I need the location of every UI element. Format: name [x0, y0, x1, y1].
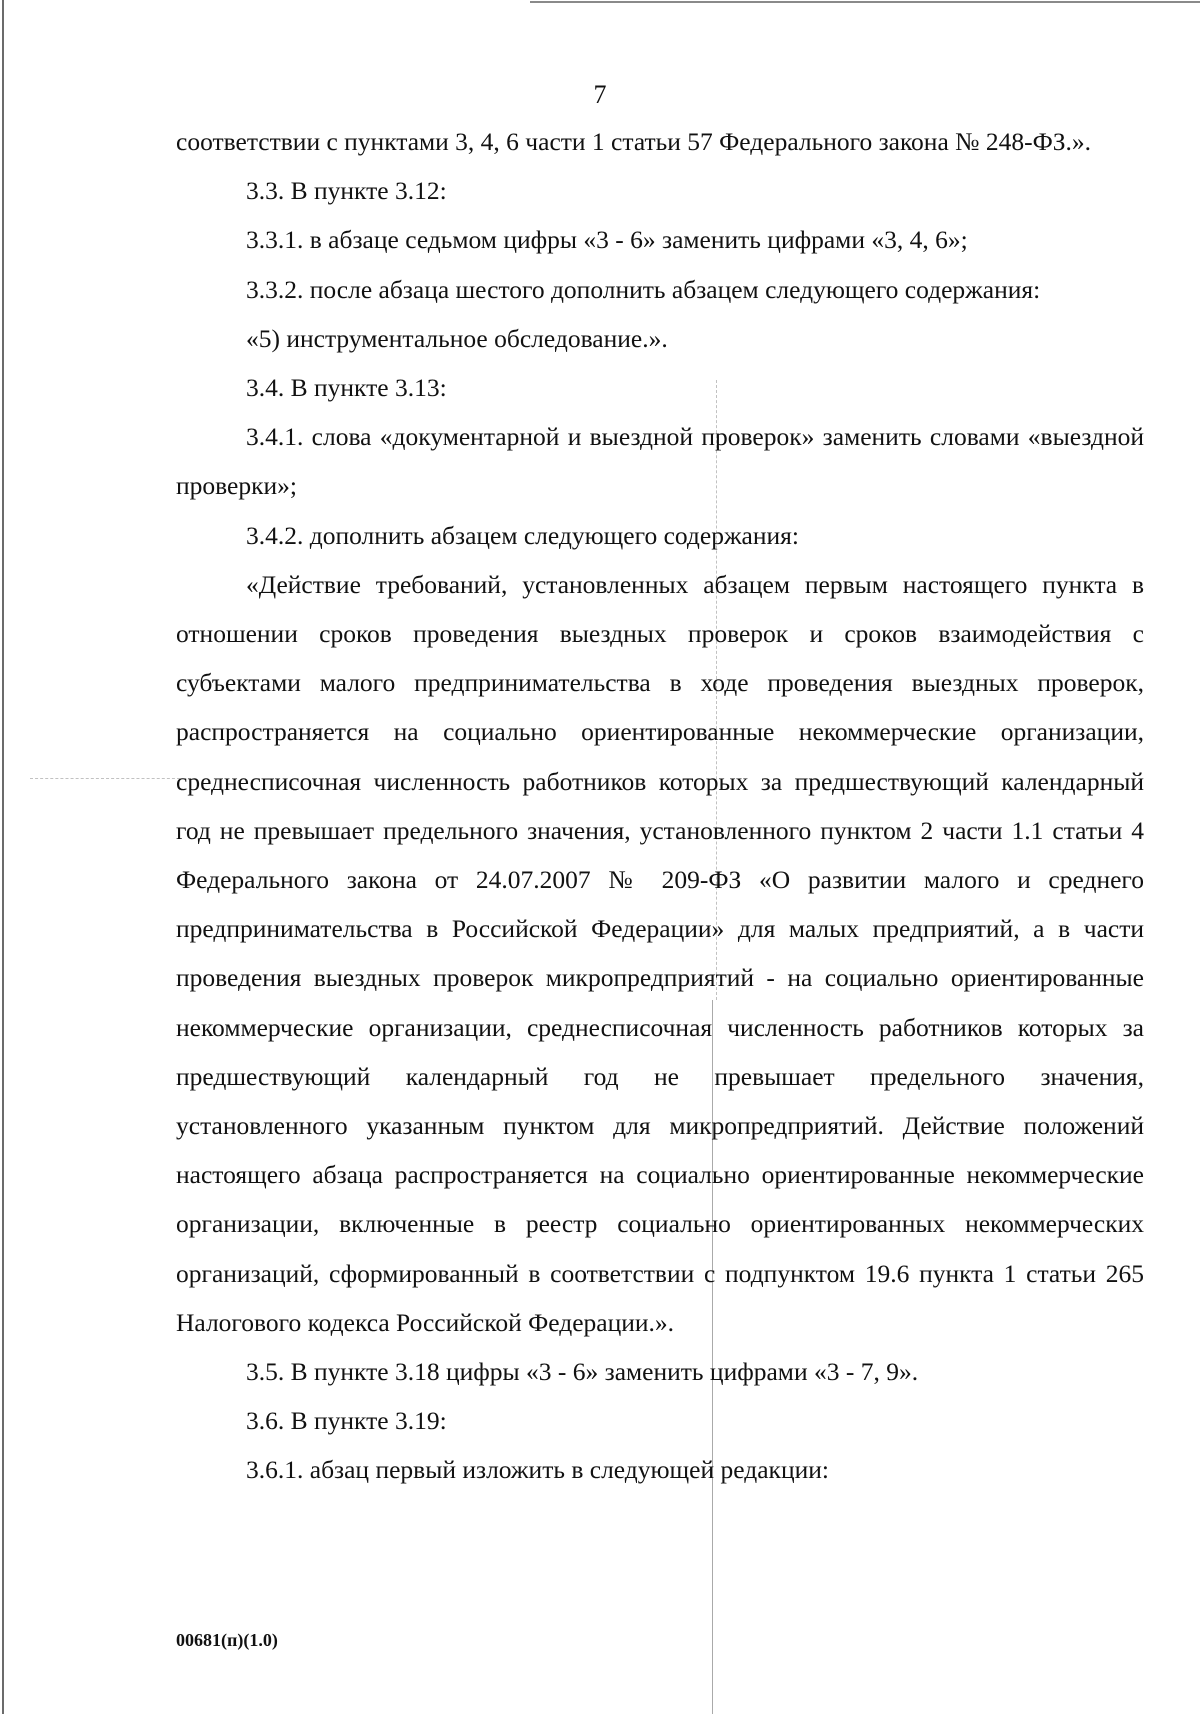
paragraph-3-4-2: 3.4.2. дополнить абзацем следующего содержания: [246, 520, 799, 550]
paragraph-3-4: 3.4. В пункте 3.13: [246, 373, 447, 403]
paragraph-3-3-2: 3.3.2. после абзаца шестого дополнить абзацем следующего содержания: [246, 274, 1041, 304]
scan-margin-marks [30, 778, 180, 780]
document-body [176, 117, 1144, 1495]
footer-document-code: 00681(п)(1.0) [176, 1630, 278, 1650]
paragraph-3-6: 3.6. В пункте 3.19: [246, 1406, 447, 1436]
paragraph-quoted-amendment: «Действие требований, установленных абзацем первым настоящего пункта в отношении сроков проведения выездных проверок и сроков взаимодействия с субъектами малого предпринимательства в ходе проведения выездных проверок, распространяется на социально ориентированные некоммерческие организации, среднесписочная численность работников которых за предшествующий календарный год не превышает предельного значения, установленного пунктом 2 части 1.1 статьи 4 Федерального закона от 24.07.2007 № 209-ФЗ «О развитии малого и среднего предпринимательства в Российской Федерации» для малых предприятий, а в части проведения выездных проверок микропредприятий - на социально ориентированные некоммерческие организации, среднесписочная численность работников которых за предшествующий календарный год не превышает предельного значения, установленного указанным пунктом для микропредприятий. Действие положений настоящего абзаца распространяется на социально ориентированные некоммерческие организации, включенные в реестр социально ориентированных некоммерческих организаций, сформированный в соответствии с подпунктом 19.6 пункта 1 статьи 265 Налогового кодекса Российской Федерации.». [176, 569, 1144, 1337]
paragraph-3-6-1: 3.6.1. абзац первый изложить в следующей редакции: [246, 1455, 829, 1485]
paragraph-3-3: 3.3. В пункте 3.12: [246, 176, 447, 206]
scan-edge-top [530, 1, 1200, 3]
paragraph-3-5: 3.5. В пункте 3.18 цифры «3 - 6» заменить цифрами «3 - 7, 9». [246, 1357, 919, 1387]
page-number: 7 [593, 80, 607, 109]
paragraph-quote-5: «5) инструментальное обследование.». [246, 323, 668, 353]
paragraph-continuation: соответствии с пунктами 3, 4, 6 части 1 статьи 57 Федерального закона № 248-ФЗ.». [176, 127, 1092, 156]
paragraph-3-3-1: 3.3.1. в абзаце седьмом цифры «3 - 6» заменить цифрами «3, 4, 6»; [246, 225, 968, 255]
scan-edge-left [2, 0, 4, 1714]
paragraph-3-4-1: 3.4.1. слова «документарной и выездной проверок» заменить словами «выездной проверки»; [176, 422, 1144, 501]
